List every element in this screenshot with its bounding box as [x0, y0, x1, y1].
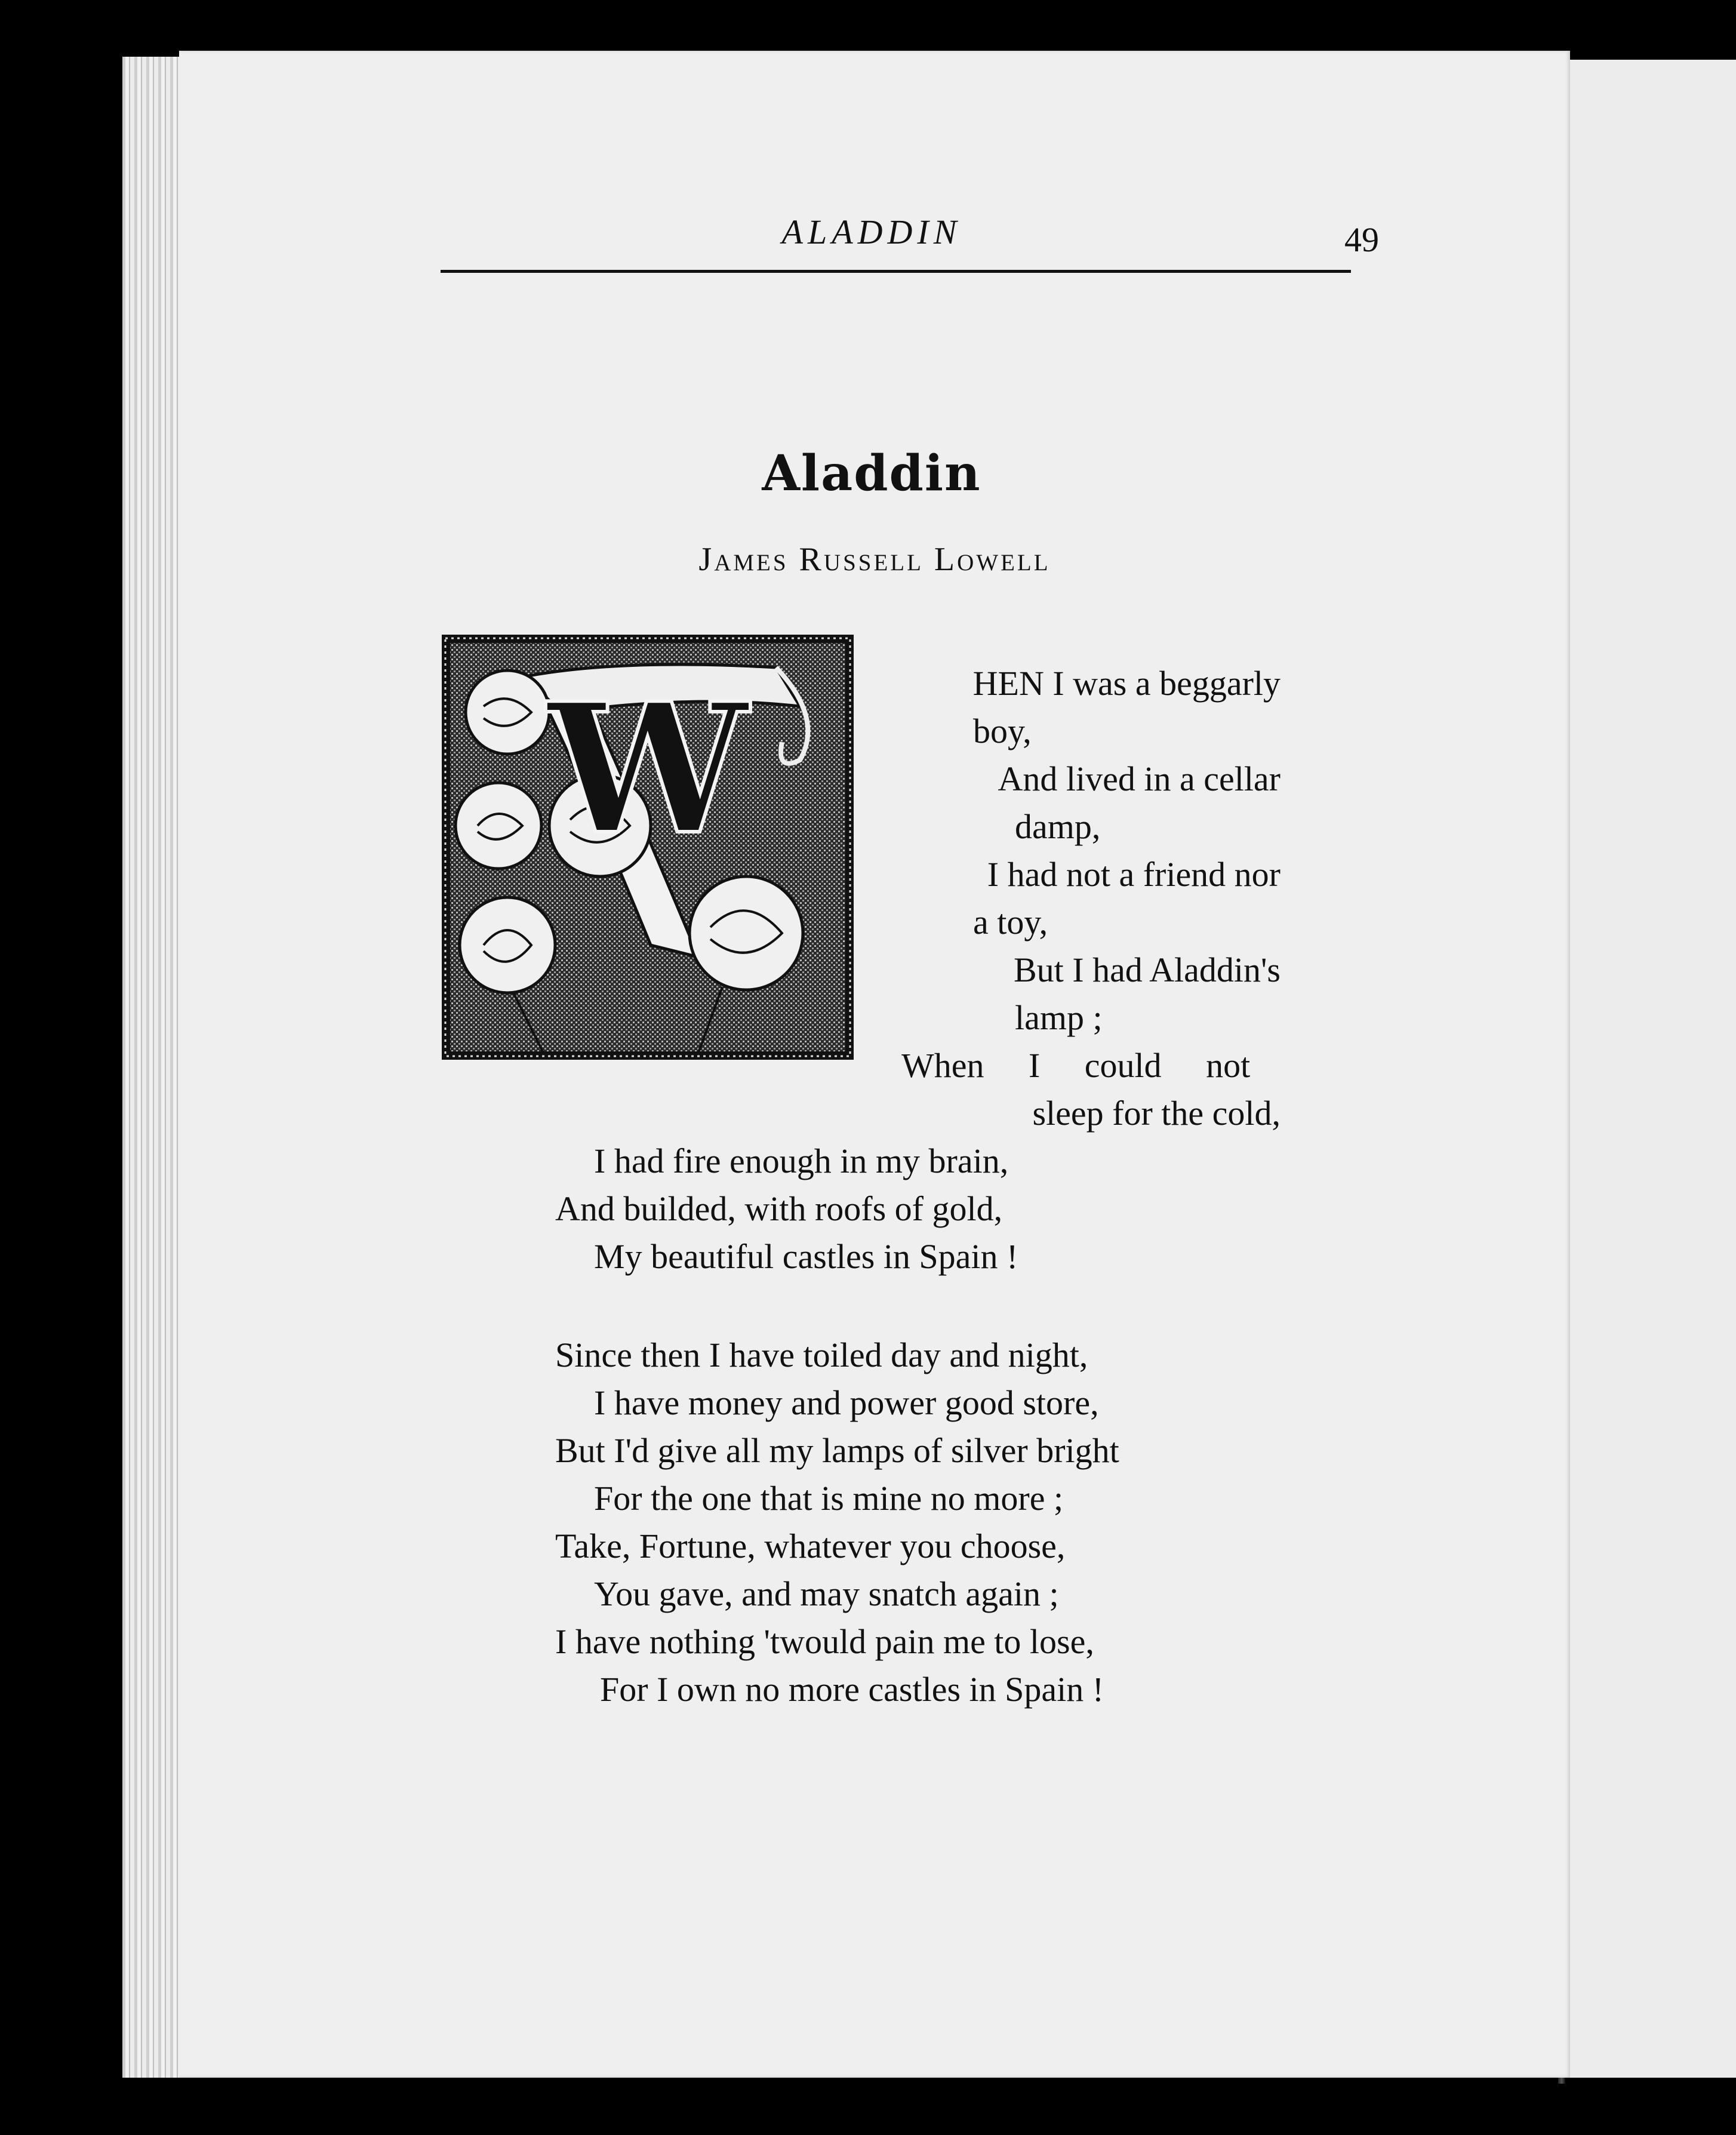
poem-line: For I own no more castles in Spain !	[600, 1670, 1104, 1709]
poem-line: boy,	[973, 712, 1032, 750]
header-rule	[441, 270, 1351, 273]
poem-title: Aladdin	[762, 445, 981, 502]
book-page	[179, 51, 1570, 2078]
poem-line: sleep for the cold,	[1032, 1094, 1281, 1133]
poem-line: When I could not	[901, 1046, 1251, 1085]
poem-line: lamp ;	[1015, 998, 1103, 1037]
poem-line: I have nothing 'twould pain me to lose,	[555, 1622, 1094, 1661]
poem-line: I had not a friend nor	[987, 855, 1281, 894]
poem-line: I had fire enough in my brain,	[594, 1142, 1009, 1180]
poem-line: But I had Aladdin's	[1013, 950, 1281, 989]
poem-author: James Russell Lowell	[698, 541, 1051, 578]
facing-page	[1564, 60, 1736, 2078]
poem-line: And builded, with roofs of gold,	[555, 1189, 1003, 1228]
page-edges	[122, 57, 188, 2078]
poem-line: Since then I have toiled day and night,	[555, 1336, 1088, 1374]
poem-line: You gave, and may snatch again ;	[594, 1574, 1059, 1613]
poem-line: damp,	[1015, 807, 1101, 846]
poem-line: I have money and power good store,	[594, 1383, 1099, 1422]
poem-line: But I'd give all my lamps of silver bright	[555, 1431, 1119, 1470]
poem-line: For the one that is mine no more ;	[594, 1479, 1064, 1518]
poem-line: HEN I was a beggarly	[972, 664, 1281, 703]
page-number: 49	[1344, 220, 1379, 259]
poem-line: My beautiful castles in Spain !	[594, 1237, 1018, 1276]
poem-line: a toy,	[973, 903, 1048, 942]
poem-line: Take, Fortune, whatever you choose,	[555, 1527, 1066, 1565]
poem-line: And lived in a cellar	[998, 759, 1281, 798]
drop-cap-ornament	[442, 635, 854, 1060]
running-head-title: ALADDIN	[781, 213, 962, 251]
drop-cap-letter: W	[547, 663, 749, 874]
